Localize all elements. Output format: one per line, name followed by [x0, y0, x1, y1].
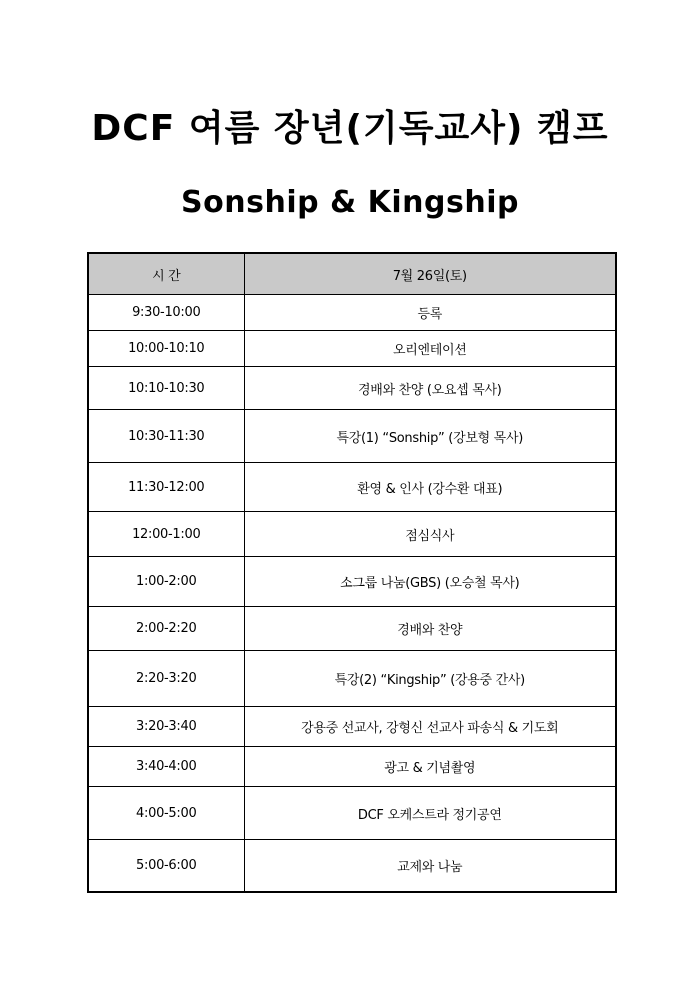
row-event: 오리엔테이션 [244, 331, 616, 367]
row-event: 광고 & 기념촬영 [244, 747, 616, 787]
row-time: 2:00-2:20 [88, 607, 244, 651]
row-event: 경배와 찬양 (오요셉 목사) [244, 367, 616, 410]
row-event: 특강(1) “Sonship” (강보형 목사) [244, 410, 616, 463]
row-event: 강용중 선교사, 강형신 선교사 파송식 & 기도회 [244, 707, 616, 747]
table-row [88, 367, 616, 410]
page-title: DCF 여름 장년(기독교사) 캠프 [91, 108, 609, 149]
row-time: 5:00-6:00 [88, 840, 244, 892]
table-row [88, 463, 616, 512]
column-header-date: 7월 26일(토) [244, 253, 616, 295]
table-row [88, 787, 616, 840]
table-row [88, 747, 616, 787]
row-event: 소그룹 나눔(GBS) (오승철 목사) [244, 557, 616, 607]
row-time: 2:20-3:20 [88, 651, 244, 707]
schedule-table [87, 252, 617, 893]
table-row [88, 707, 616, 747]
page-subtitle: Sonship & Kingship [181, 185, 519, 220]
row-time: 3:40-4:00 [88, 747, 244, 787]
table-header-row [88, 253, 616, 295]
row-event: 특강(2) “Kingship” (강용중 간사) [244, 651, 616, 707]
row-time: 1:00-2:00 [88, 557, 244, 607]
row-time: 9:30-10:00 [88, 295, 244, 331]
row-event: 경배와 찬양 [244, 607, 616, 651]
row-time: 3:20-3:40 [88, 707, 244, 747]
column-header-time: 시 간 [88, 253, 244, 295]
table-row [88, 295, 616, 331]
table-row [88, 557, 616, 607]
table-row [88, 512, 616, 557]
row-time: 4:00-5:00 [88, 787, 244, 840]
row-time: 12:00-1:00 [88, 512, 244, 557]
row-event: 환영 & 인사 (강수환 대표) [244, 463, 616, 512]
table-row [88, 331, 616, 367]
table-row [88, 410, 616, 463]
row-time: 10:10-10:30 [88, 367, 244, 410]
row-event: 점심식사 [244, 512, 616, 557]
row-event: DCF 오케스트라 정기공연 [244, 787, 616, 840]
row-time: 11:30-12:00 [88, 463, 244, 512]
table-row [88, 840, 616, 892]
row-event: 교제와 나눔 [244, 840, 616, 892]
row-time: 10:30-11:30 [88, 410, 244, 463]
table-row [88, 651, 616, 707]
table-row [88, 607, 616, 651]
row-event: 등록 [244, 295, 616, 331]
row-time: 10:00-10:10 [88, 331, 244, 367]
